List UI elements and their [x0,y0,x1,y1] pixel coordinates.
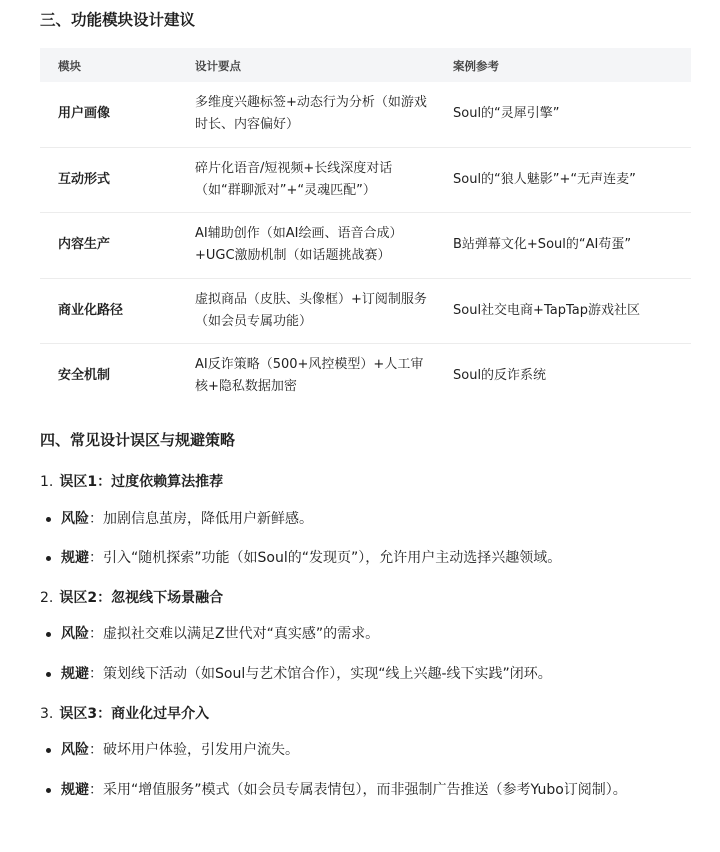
section-3-heading: 三、功能模块设计建议 [40,11,196,29]
cell-case: B站弹幕文化+Soul的“AI苟蛋” [453,237,632,253]
cell-design-point: 多维度兴趣标签+动态行为分析（如游戏时长、内容偏好） [195,95,427,133]
list-title: 误区1：过度依赖算法推荐 [59,474,224,490]
bullet-dot-icon [46,748,51,753]
bullet-dot-icon [46,556,51,561]
list-number: 2. [40,590,54,606]
cell-design-point: AI辅助创作（如AI绘画、语音合成）+UGC激励机制（如话题挑战赛） [195,226,403,264]
avoid-text: ：策划线下活动（如Soul与艺术馆合作），实现“线上兴趣-线下实践”闭环。 [89,666,552,682]
cell-case: Soul社交电商+TapTap游戏社区 [453,302,640,318]
header-module: 模块 [58,59,81,73]
header-design-points: 设计要点 [195,59,241,73]
table-row [40,213,691,279]
pitfall-2-title [40,587,223,609]
cell-case: Soul的“灵犀引擎” [453,106,560,122]
bullet-dot-icon [46,517,51,522]
cell-case: Soul的反诈系统 [453,368,547,384]
cell-design-point: AI反诈策略（500+风控模型）+人工审核+隐私数据加密 [195,357,424,395]
list-title: 误区3：商业化过早介入 [59,706,210,722]
table-row [40,82,691,148]
cell-module: 用户画像 [58,106,111,122]
pitfall-3-title [40,703,209,725]
table-row [40,279,691,345]
bullet-dot-icon [46,672,51,677]
risk-text: ：破坏用户体验，引发用户流失。 [89,742,299,758]
pitfall-1-risk [40,504,690,534]
avoid-label: 规避 [61,550,89,566]
list-number: 1. [40,474,54,490]
table-row [40,344,691,409]
pitfall-2-risk [40,619,690,649]
pitfall-3-risk [40,735,690,765]
section-4-heading: 四、常见设计误区与规避策略 [40,431,236,449]
cell-case: Soul的“狼人魅影”+“无声连麦” [453,171,636,187]
cell-module: 内容生产 [58,237,111,253]
avoid-label: 规避 [61,666,89,682]
avoid-label: 规避 [61,782,89,798]
list-title: 误区2：忽视线下场景融合 [59,590,224,606]
feature-module-table [40,48,691,409]
avoid-text: ：采用“增值服务”模式（如会员专属表情包），而非强制广告推送（参考Yubo订阅制）。 [89,782,627,798]
bullet-dot-icon [46,788,51,793]
cell-module: 互动形式 [58,171,111,187]
pitfall-1-avoid [40,543,690,573]
risk-label: 风险 [61,742,89,758]
table-row [40,148,691,214]
pitfall-3-avoid [40,775,690,805]
pitfall-1-title [40,471,223,493]
header-case-reference: 案例参考 [453,59,499,73]
risk-label: 风险 [61,511,89,527]
pitfall-2-avoid [40,659,690,689]
avoid-text: ：引入“随机探索”功能（如Soul的“发现页”），允许用户主动选择兴趣领域。 [89,550,562,566]
cell-design-point: 虚拟商品（皮肤、头像框）+订阅制服务（如会员专属功能） [195,291,427,329]
risk-text: ：加剧信息茧房，降低用户新鲜感。 [89,511,313,527]
bullet-dot-icon [46,632,51,637]
list-number: 3. [40,706,54,722]
cell-module: 安全机制 [58,368,111,384]
risk-text: ：虚拟社交难以满足Z世代对“真实感”的需求。 [89,626,380,642]
cell-module: 商业化路径 [58,302,124,318]
table-header [40,48,691,82]
cell-design-point: 碎片化语音/短视频+长线深度对话（如“群聊派对”+“灵魂匹配”） [195,160,393,198]
risk-label: 风险 [61,626,89,642]
